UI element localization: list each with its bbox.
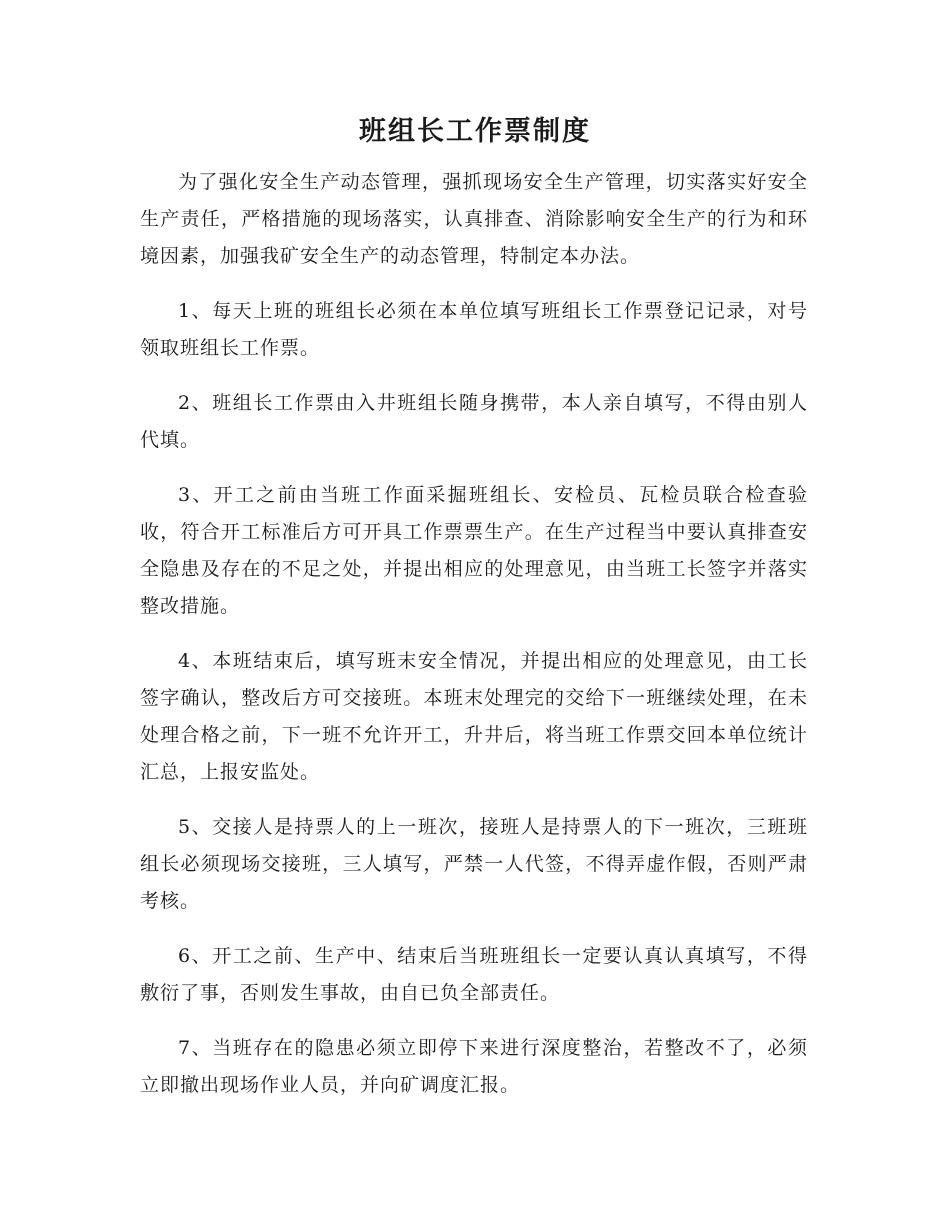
clause-3-paragraph: 3、开工之前由当班工作面采掘班组长、安检员、瓦检员联合检查验收，符合开工标准后方可开具工作票票生产。在生产过程当中要认真排查安全隐患及存在的不足之处，并提出相应的处理意见，由当班工长签字并落实整改措施。: [140, 484, 808, 617]
clause-7-paragraph: 7、当班存在的隐患必须立即停下来进行深度整治，若整改不了，必须立即撤出现场作业人员，并向矿调度汇报。: [140, 1037, 808, 1096]
clause-6-paragraph: 6、开工之前、生产中、结束后当班班组长一定要认真认真填写，不得敷衍了事，否则发生事故，由自已负全部责任。: [140, 945, 808, 1004]
clause-1-paragraph: 1、每天上班的班组长必须在本单位填写班组长工作票登记记录，对号领取班组长工作票。: [140, 300, 808, 359]
document-body: [140, 164, 808, 1122]
clause-4-paragraph: 4、本班结束后，填写班末安全情况，并提出相应的处理意见，由工长签字确认，整改后方可交接班。本班末处理完的交给下一班继续处理，在未处理合格之前，下一班不允许开工，升井后，将当班工作票交回本单位统计汇总，上报安监处。: [140, 650, 808, 783]
clause-2-paragraph: 2、班组长工作票由入井班组长随身携带，本人亲自填写，不得由别人代填。: [140, 392, 808, 451]
clause-5-paragraph: 5、交接人是持票人的上一班次，接班人是持票人的下一班次，三班班组长必须现场交接班，三人填写，严禁一人代签，不得弄虚作假，否则严肃考核。: [140, 816, 808, 912]
intro-paragraph: 为了强化安全生产动态管理，强抓现场安全生产管理，切实落实好安全生产责任，严格措施的现场落实，认真排查、消除影响安全生产的行为和环境因素，加强我矿安全生产的动态管理，特制定本办法。: [140, 171, 808, 267]
document-title: 班组长工作票制度: [359, 116, 591, 147]
